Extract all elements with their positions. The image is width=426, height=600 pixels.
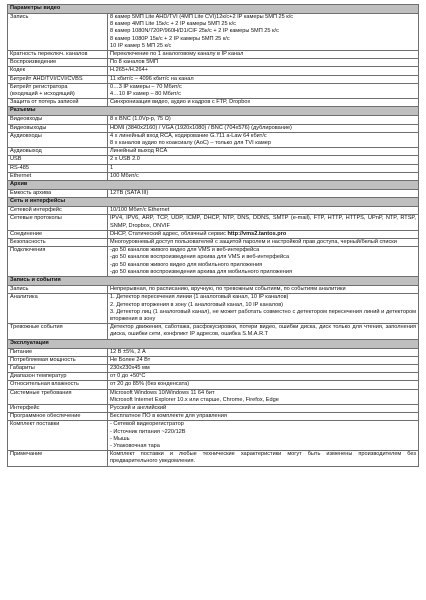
spec-key: Интерфейс [8,404,108,412]
spec-row [8,451,419,466]
spec-row [8,116,419,124]
spec-value [108,404,419,412]
spec-key: Видеовыходы [8,124,108,132]
spec-value [108,83,419,98]
spec-value-line: 8 камер 1080N/720P/960H/D1/CIF 25к/с + 2 IP камеры 5МП 25 к/с [110,28,279,35]
spec-row [8,172,419,180]
spec-value-line: 2 x USB 2.0 [110,156,140,163]
spec-value-line: -до 50 каналов живого видео для мобильного приложения [110,261,263,268]
spec-key: RS-485 [8,164,108,172]
spec-value [108,148,419,156]
spec-value-line: Microsoft Internet Explorer 10.х или старше, Chrome, Firefox, Edge [110,396,279,403]
section-header [8,107,419,116]
section-header [8,5,419,14]
spec-value-line: Переключение по 1 аналоговому каналу в IP канал [110,51,244,58]
spec-value-line: - Источник питания ~220/12В [110,428,186,435]
spec-value-line: 8 x BNC (1.0Vp-p, 75 Ω) [110,116,171,123]
spec-row [8,247,419,277]
spec-row [8,381,419,389]
spec-key: Ethernet [8,172,108,180]
spec-value-line: 8 камер 1080P 15к/с + 2 IP камеры 5МП 25 к/с [110,35,230,42]
spec-key: Подключения [8,247,108,277]
spec-row [8,239,419,247]
spec-row [8,356,419,364]
spec-value [108,207,419,215]
spec-value [108,356,419,364]
spec-row [8,14,419,51]
spec-value [108,172,419,180]
spec-value [108,324,419,339]
spec-value [108,164,419,172]
spec-value-line: Комплект поставки и любые технические характеристики могут быть изменены производителем без предварительного уведомления. [110,451,416,465]
spec-value-line: Русский и английский [110,404,167,411]
spec-key: Запись [8,14,108,51]
spec-key: Видеовходы [8,116,108,124]
spec-value-line: Не Более 24 Вт [110,356,151,363]
spec-value [108,215,419,230]
spec-value-line: Непрерывная, по расписанию, вручную, по тревожным событиям, по событиям аналитики [110,286,346,293]
spec-row [8,207,419,215]
spec-value [108,75,419,83]
spec-value-line: -до 50 каналов воспроизведения архива для VMS и веб-интерфейса [110,254,290,261]
spec-value-line: Линейный выход RCA [110,148,168,155]
spec-value [108,239,419,247]
spec-key: Защита от потерь записей [8,99,108,107]
spec-key: Кратность переключ. каналов [8,51,108,59]
spec-value [108,116,419,124]
spec-key: USB [8,156,108,164]
spec-value [108,247,419,277]
spec-key: Примечание [8,451,108,466]
spec-row [8,286,419,294]
spec-value [108,67,419,75]
spec-key: Габариты [8,364,108,372]
spec-key: Аналитика [8,294,108,324]
cloud-service-link[interactable]: http://vms2.tantos.pro [227,230,287,237]
spec-value-line: Бесплатное ПО в комплекте для управления [110,413,227,420]
spec-row [8,59,419,67]
spec-table-body [8,5,419,467]
spec-key: Аудиовходы [8,132,108,147]
spec-row [8,132,419,147]
spec-row [8,324,419,339]
spec-value-line: HDMI (3840x2160) / VGA (1920x1080) / BNC (704x576) (дублирование) [110,124,292,131]
spec-key: Емкость архива [8,190,108,198]
spec-value [108,381,419,389]
spec-value-line: -до 50 каналов живого видео для VMS и веб-интерфейса [110,247,260,254]
spec-value [108,51,419,59]
spec-row [8,348,419,356]
spec-value-line: 230х230х45 мм [110,364,150,371]
spec-value-line: 12ТВ (SATA III) [110,190,149,197]
spec-value-line: 10 IP камер 5 МП 25 к/с [110,42,172,49]
spec-row [8,83,419,98]
spec-value [108,14,419,51]
spec-key: Запись [8,286,108,294]
section-title: Запись и события [8,277,419,286]
spec-value-line: 8 камер 4МП Lite 15к/с + 2 IP камеры 5МП 25 к/с [110,21,236,28]
spec-value [108,348,419,356]
spec-row [8,294,419,324]
spec-value [108,389,419,404]
spec-value [108,156,419,164]
spec-value-line: 2. Детектор вторжения в зону (1 аналоговый канал, 10 IP каналов) [110,301,284,308]
spec-key: Соединение [8,230,108,238]
spec-value-line: - Сетевой видеорегистратор [110,421,184,428]
spec-key: Диапазон температур [8,373,108,381]
spec-key: Системные требования [8,389,108,404]
spec-value-line: 4 х линейный вход RCA, кодирование G.711 a-Law 64 кбит/с [110,132,267,139]
spec-value-line: Синхронизация видео, аудио и кадров с FTP, Dropbox [110,99,251,106]
spec-row [8,190,419,198]
spec-key: Воспроизведение [8,59,108,67]
spec-value [108,286,419,294]
spec-value-line: 1 [110,164,114,171]
spec-value-line: IPV4, IPV6, ARP, TCP, UDP, ICMP, DHCP, NTP, DNS, DDNS, SMTP (e-mail), FTP, HTTP, HTTPS, UPnP, NTP, RTSP, SNMP, Dropbox, ONVIF [110,215,416,229]
spec-value [108,364,419,372]
spec-value-line: 3. Детектор лиц (1 аналоговый канал), не может работать совместно с детектором пересечения линий и детектором вторжения в зону [110,308,416,322]
section-title: Параметры видео [8,5,419,14]
spec-row [8,124,419,132]
spec-value-line: Многоуровневый доступ пользователей с защитой паролем и настройкой прав доступа, черный/белый списки [110,239,397,246]
spec-row [8,413,419,421]
spec-value-line: от 0 до +50°C [110,373,146,380]
spec-value-line: По 8 каналов 5МП [110,59,158,66]
spec-value-line: 10/100 Мбит/с Ethernet [110,207,170,214]
spec-value-line: - Мышь [110,435,130,442]
spec-value-line: 0…3 IP камеры – 70 Мбит/с [110,83,182,90]
spec-key: Сетевой интерфейс [8,207,108,215]
spec-row [8,75,419,83]
spec-value-line: от 20 до 85% (без конденсата) [110,381,190,388]
spec-row [8,215,419,230]
spec-value-line: 11 кбит/с – 4096 кбит/с на канал [110,75,194,82]
spec-value [108,99,419,107]
spec-key: Сетевые протоколы [8,215,108,230]
spec-row [8,404,419,412]
spec-value-line: 4…10 IP камер – 80 Мбит/с [110,91,181,98]
spec-value-line: Microsoft Windows 10/Windows 11 64 бит [110,389,215,396]
spec-row [8,230,419,238]
spec-value [108,132,419,147]
spec-value [108,124,419,132]
spec-key: Битрейт AHD/TVI/CVI/CVBS [8,75,108,83]
spec-row [8,389,419,404]
spec-key: Потребляемая мощность [8,356,108,364]
spec-value-line: 100 Мбит/с [110,172,139,179]
spec-value-line: 12 В ±5%, 2 А [110,348,146,355]
section-title: Эксплуатация [8,339,419,348]
spec-value [108,59,419,67]
spec-row [8,164,419,172]
spec-row [8,156,419,164]
spec-value [108,413,419,421]
spec-key: Кодек [8,67,108,75]
section-title: Архив [8,181,419,190]
spec-value-line: DHCP, Статический адрес, облачный сервис http://vms2.tantos.pro [110,230,287,237]
section-header [8,339,419,348]
spec-row [8,364,419,372]
spec-value-line: H.265+/H.264+ [110,67,148,74]
spec-value [108,230,419,238]
spec-key: Безопасность [8,239,108,247]
spec-value [108,190,419,198]
spec-value [108,373,419,381]
section-header [8,198,419,207]
spec-key: Программное обеспечение [8,413,108,421]
spec-key: Тревожные события [8,324,108,339]
spec-row [8,67,419,75]
spec-key: Аудиовыход [8,148,108,156]
section-header [8,181,419,190]
spec-key: Комплект поставки [8,421,108,451]
spec-row [8,373,419,381]
spec-value-line: - Упаковочная тара [110,442,160,449]
spec-value-line: -до 50 каналов воспроизведения архива для мобильного приложения [110,268,292,275]
spec-value [108,294,419,324]
spec-key: Битрейт регистратора (входящий + исходящий) [8,83,108,98]
section-title: Сеть и интерфейсы [8,198,419,207]
spec-value-line: Детектор движения, саботажа, расфокусировки, потери видео, ошибки диска, диск только для чтения, заполнения диска, ошибки сети, конфликт IP адресов, ошибка S.M.A.R.T [110,324,416,338]
spec-table [7,4,419,467]
spec-row [8,99,419,107]
spec-row [8,421,419,451]
spec-key: Питание [8,348,108,356]
spec-value-line: 8 камер 5МП Lite AHD/TVI (4МП Lite CVI)12к/с+2 IP камеры 5МП 25 к/с [110,14,294,20]
spec-value [108,451,419,466]
section-title: Разъемы [8,107,419,116]
spec-row [8,51,419,59]
spec-value-line: 8 х каналов аудио по коаксиалу (AoC) – только для TVI камер [110,140,271,147]
spec-row [8,148,419,156]
spec-key: Относительная влажность [8,381,108,389]
section-header [8,277,419,286]
spec-value-line: 1. Детектор пересечения линии (1 аналоговый канал, 10 IP каналов) [110,294,289,301]
spec-value [108,421,419,451]
